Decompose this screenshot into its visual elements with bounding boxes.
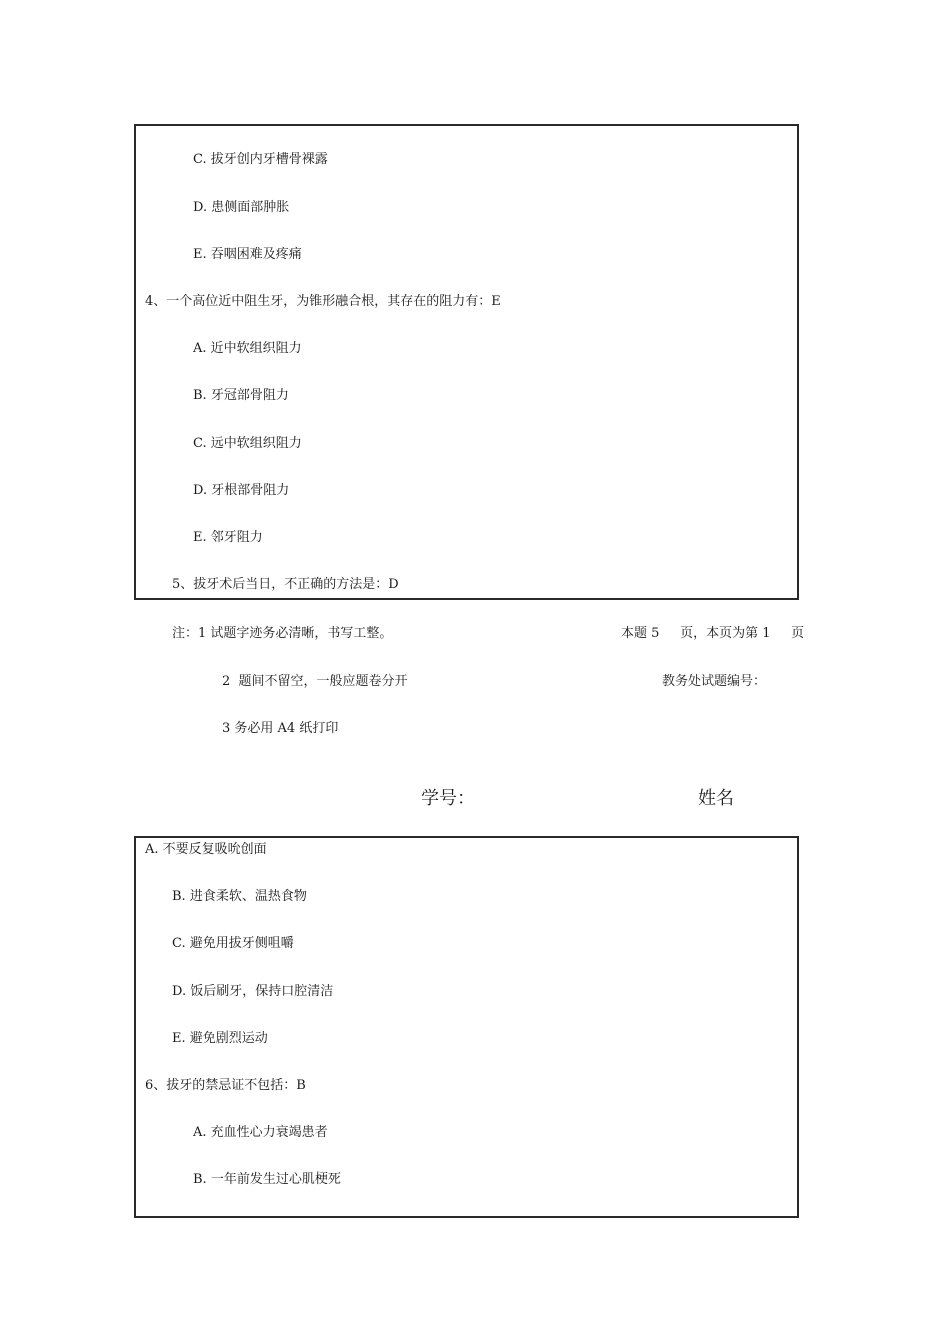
question-line: 4、一个高位近中阻生牙，为锥形融合根，其存在的阻力有：E (145, 294, 501, 309)
option-line: A. 近中软组织阻力 (193, 341, 302, 356)
student-id-label: 学号： (421, 788, 475, 809)
option-line: A. 不要反复吸吮创面 (145, 842, 267, 857)
option-line: A. 充血性心力衰竭患者 (193, 1125, 328, 1140)
question-line: 5、拔牙术后当日，不正确的方法是：D (172, 577, 399, 592)
option-line: B. 一年前发生过心肌梗死 (193, 1172, 341, 1187)
page-count: 本题 5 页，本页为第 1 页 (621, 626, 805, 641)
option-line: D. 牙根部骨阻力 (193, 483, 290, 498)
exam-code-label: 教务处试题编号： (662, 674, 767, 689)
option-line: C. 避免用拔牙侧咀嚼 (172, 936, 294, 951)
option-line: B. 牙冠部骨阻力 (193, 388, 289, 403)
question-line: 6、拔牙的禁忌证不包括：B (145, 1078, 306, 1093)
student-name-label: 姓名 (698, 788, 734, 809)
option-line: C. 拔牙创内牙槽骨裸露 (193, 152, 328, 167)
option-line: E. 邻牙阻力 (193, 530, 263, 545)
exam-box-page1 (134, 124, 799, 600)
footer-note-1: 注：1 试题字迹务必清晰，书写工整。 (172, 626, 393, 641)
option-line: B. 进食柔软、温热食物 (172, 889, 307, 904)
option-line: D. 患侧面部肿胀 (193, 200, 290, 215)
footer-note-2: 2 题间不留空，一般应题卷分开 (222, 674, 408, 689)
option-line: D. 饭后刷牙，保持口腔清洁 (172, 984, 334, 999)
option-line: E. 吞咽困难及疼痛 (193, 247, 302, 262)
option-line: E. 避免剧烈运动 (172, 1031, 268, 1046)
option-line: C. 远中软组织阻力 (193, 436, 302, 451)
footer-note-3: 3 务必用 A4 纸打印 (222, 721, 339, 736)
